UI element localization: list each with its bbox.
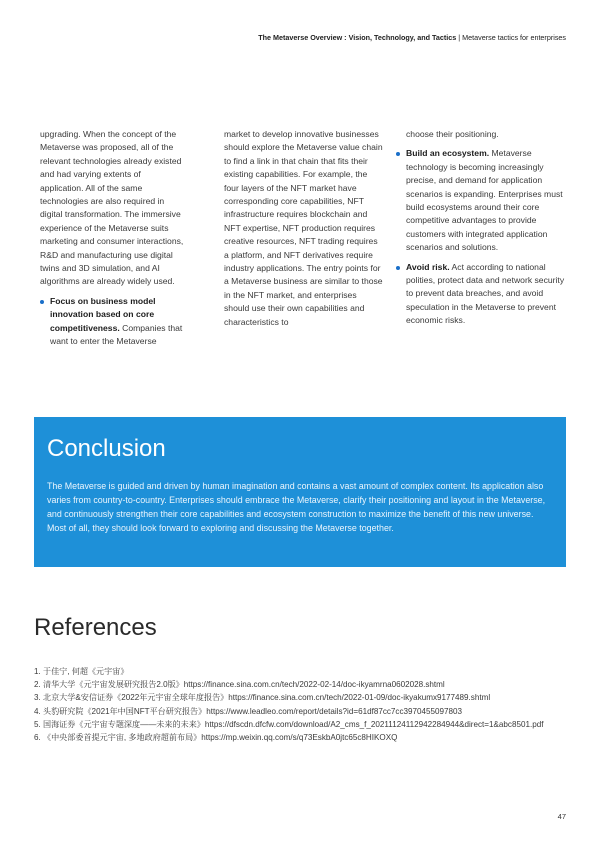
references-heading: References bbox=[34, 614, 157, 641]
body-paragraph: choose their positioning. bbox=[406, 129, 499, 139]
conclusion-heading: Conclusion bbox=[47, 435, 166, 462]
bullet-ecosystem bbox=[396, 147, 568, 254]
section-title: Metaverse tactics for enterprises bbox=[462, 33, 566, 42]
running-header bbox=[258, 33, 566, 42]
reference-item: 1. 于佳宁, 何超《元宇宙》 bbox=[34, 667, 129, 676]
bullet-list bbox=[396, 147, 568, 327]
body-paragraph: upgrading. When the concept of the Metaverse was proposed, all of the relevant technologies already existed and had varying extents of application. All of the same technologies are also required in digital transformation. The immersive experience of the Metaverse suits marketing and consumer interactions, R&D and manufacturing use digital twins and 3D simulation, and AI algorithms are already widely used. bbox=[40, 129, 184, 287]
text-column-2 bbox=[224, 128, 384, 329]
reference-item[interactable]: 5. 国海证券《元宇宙专题深度——未来的未来》https://dfscdn.dfcfw.com/download/A2_cms_f_20211124112942284944&direct=1&abc8501.pdf bbox=[34, 719, 544, 729]
conclusion-box bbox=[34, 417, 566, 567]
conclusion-text: The Metaverse is guided and driven by human imagination and contains a vast amount of complex content. Its application also varies from country-to-country. Enterprises should embrace the Metaverse, clarify their positioning and layout in the Metaverse, and continuously strengthen their core capabilities and ecosystem construction to maximize the benefit of this new universe. Most of all, they should look forward to exploring and discussing the Metaverse together. bbox=[47, 481, 546, 534]
body-paragraph: market to develop innovative businesses should explore the Metaverse value chain to find a link in that chain that fits their existing capabilities. For example, the four layers of the NFT market have corresponding core capabilities, NFT infrastructure requires blockchain and NFT expertise, NFT production requires creative resources, NFT trading requires a platform, and NFT derivatives require industry applications. The entry points for a Metaverse business are similar to those in the NFT market, and enterprises should use their own capabilities and characteristics to bbox=[224, 129, 383, 327]
bullet-business-model bbox=[40, 295, 186, 349]
bullet-text: Companies that want to enter the Metaverse bbox=[50, 322, 183, 347]
reference-item[interactable]: 6. 《中央部委首提元宇宙, 多地政府超前布局》https://mp.weixin.qq.com/s/q73EskbA0jtc65c8HIKOXQ bbox=[34, 733, 398, 743]
text-column-3 bbox=[396, 128, 568, 328]
reference-item[interactable]: 3. 北京大学&安信证券《2022年元宇宙全球年度报告》https://finance.sina.com.cn/tech/2022-01-09/doc-ikyakumx9177489.shtml bbox=[34, 693, 491, 703]
reference-item[interactable]: 2. 清华大学《元宇宙发展研究报告2.0版》https://finance.sina.com.cn/tech/2022-02-14/doc-ikyamrna0602028.shtml bbox=[34, 680, 445, 690]
reference-item[interactable]: 4. 头豹研究院《2021年中国NFT平台研究报告》https://www.leadleo.com/report/details?id=61df87cc7cc3970455097803 bbox=[34, 706, 463, 716]
bullet-lead: Avoid risk. bbox=[406, 261, 450, 272]
bullet-text: Act according to national polities, protect data and network security to prevent data breaches, and avoid speculation in the Metaverse to prevent economic risks. bbox=[406, 261, 565, 326]
bullet-avoid-risk bbox=[396, 261, 568, 328]
bullet-lead: Build an ecosystem. bbox=[406, 148, 490, 159]
bullet-lead: Focus on business model innovation based on core competitiveness. bbox=[50, 295, 156, 333]
reference-list bbox=[34, 665, 554, 744]
bullet-text: Metaverse technology is becoming increasingly precise, and demand for application scenarios is expanding. Enterprises must build ecosystems around their core competitive advantages to provide customers with integrated application scenarios and solutions. bbox=[406, 148, 563, 253]
text-column-1 bbox=[40, 128, 186, 349]
page-number: 47 bbox=[557, 812, 566, 821]
header-separator: | bbox=[456, 33, 463, 42]
bullet-list bbox=[40, 295, 186, 349]
document-title: The Metaverse Overview : Vision, Technology, and Tactics bbox=[258, 33, 457, 42]
